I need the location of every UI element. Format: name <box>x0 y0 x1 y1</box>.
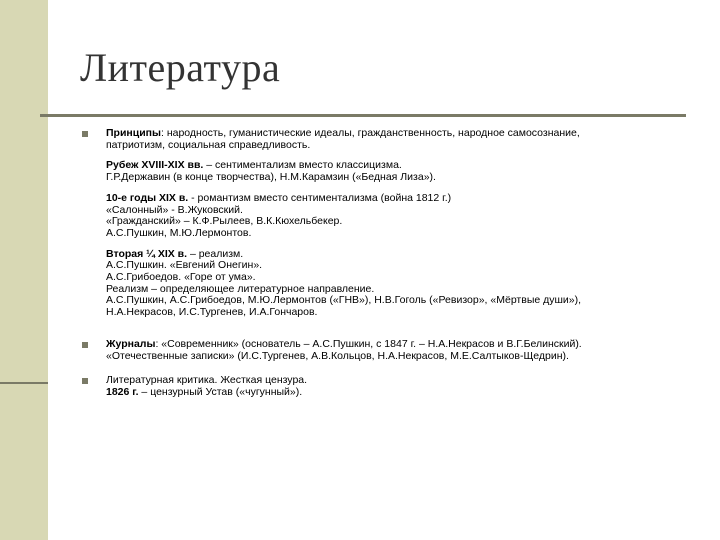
line-text: : «Современник» (основатель – А.С.Пушкин, с 1847 г. – Н.А.Некрасов и В.Г.Белинский). <box>155 338 582 350</box>
bold-term: Рубеж XVIII-XIX вв. <box>106 159 204 172</box>
text-line <box>106 228 666 240</box>
side-divider <box>0 382 48 384</box>
line-text: Н.А.Некрасов, И.С.Тургенев, И.А.Гончаров. <box>106 306 318 319</box>
paragraph-romanticism <box>106 193 666 240</box>
left-decorative-band <box>0 0 48 540</box>
slide-title: Литература <box>80 45 281 90</box>
text-line <box>106 307 666 319</box>
bullet-marker-2 <box>82 342 88 348</box>
paragraph-realism <box>106 249 666 319</box>
line-text: «Отечественные записки» (И.С.Тургенев, А.В.Кольцов, Н.А.Некрасов, М.Е.Салтыков-Щедрин). <box>106 349 569 362</box>
line-text: патриотизм, социальная справедливость. <box>106 138 311 151</box>
bold-term: Вторая ¼ XIX в. <box>106 247 188 260</box>
bullet-marker-1 <box>82 131 88 137</box>
line-text: Реализм – определяющее литературное направление. <box>106 282 375 295</box>
line-text: А.С.Грибоедов. «Горе от ума». <box>106 271 256 284</box>
line-text: – сентиментализм вместо классицизма. <box>203 159 402 172</box>
text-line <box>106 140 666 152</box>
line-text: А.С.Пушкин. «Евгений Онегин». <box>106 259 263 272</box>
bullet-item-principles <box>106 128 666 319</box>
bullet-item-journals <box>106 339 666 362</box>
bullet-item-criticism <box>106 375 666 398</box>
text-line <box>106 172 666 184</box>
bold-term: Принципы <box>106 127 161 139</box>
bullet-marker-3 <box>82 378 88 384</box>
bold-term: Журналы <box>106 338 156 350</box>
line-text: – цензурный Устав («чугунный»). <box>138 385 303 398</box>
line-text: : народность, гуманистические идеалы, гражданственность, народное самосознание, <box>160 127 580 139</box>
bold-term: 10-е годы XIX в. <box>106 191 189 204</box>
bold-term: 1826 г. <box>106 385 139 398</box>
title-divider <box>40 114 686 117</box>
line-text: А.С.Пушкин, М.Ю.Лермонтов. <box>106 226 252 239</box>
line-text: «Салонный» - В.Жуковский. <box>106 203 243 216</box>
line-text: – реализм. <box>187 247 244 260</box>
line-text: Г.Р.Державин (в конце творчества), Н.М.Карамзин («Бедная Лиза»). <box>106 171 436 184</box>
paragraph-turn-of-century <box>106 160 666 183</box>
line-text: Литературная критика. Жесткая цензура. <box>106 374 308 386</box>
line-text: А.С.Пушкин, А.С.Грибоедов, М.Ю.Лермонтов («ГНВ»), Н.В.Гоголь («Ревизор», «Мёртвые души»), <box>106 294 582 307</box>
text-line <box>106 387 666 399</box>
text-line <box>106 351 666 363</box>
line-text: «Гражданский» – К.Ф.Рылеев, В.К.Кюхельбекер. <box>106 215 343 228</box>
paragraph-principles <box>106 128 666 151</box>
line-text: - романтизм вместо сентиментализма (война 1812 г.) <box>188 191 452 204</box>
